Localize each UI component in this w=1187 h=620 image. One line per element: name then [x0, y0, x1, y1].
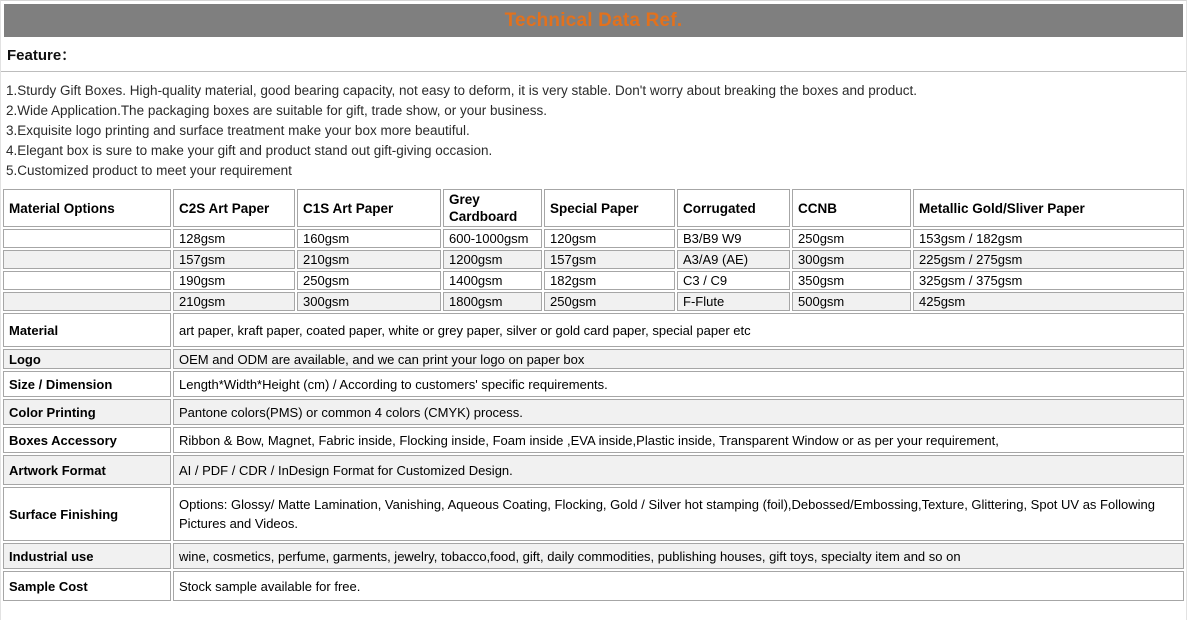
table-cell: 350gsm	[792, 271, 911, 290]
detail-row	[3, 571, 1184, 601]
row-value: Pantone colors(PMS) or common 4 colors (CMYK) process.	[173, 399, 1184, 425]
detail-row	[3, 371, 1184, 397]
column-header: Corrugated	[677, 189, 790, 227]
table-cell	[3, 292, 171, 311]
table-cell: 120gsm	[544, 229, 675, 248]
row-label: Industrial use	[3, 543, 171, 569]
table-cell: F-Flute	[677, 292, 790, 311]
table-cell: 210gsm	[173, 292, 295, 311]
table-cell: 500gsm	[792, 292, 911, 311]
column-header: CCNB	[792, 189, 911, 227]
table-row	[3, 250, 1184, 269]
row-value: Ribbon & Bow, Magnet, Fabric inside, Flocking inside, Foam inside ,EVA inside,Plastic inside, Transparent Window or as per your requirement,	[173, 427, 1184, 453]
feature-list	[1, 72, 1186, 185]
column-header: C2S Art Paper	[173, 189, 295, 227]
table-cell: 190gsm	[173, 271, 295, 290]
row-value: Stock sample available for free.	[173, 571, 1184, 601]
table-cell: 300gsm	[297, 292, 441, 311]
column-header: Grey Cardboard	[443, 189, 542, 227]
table-cell: C3 / C9	[677, 271, 790, 290]
table-cell: 225gsm / 275gsm	[913, 250, 1184, 269]
table-cell: 153gsm / 182gsm	[913, 229, 1184, 248]
row-label: Material	[3, 313, 171, 347]
detail-row	[3, 349, 1184, 369]
detail-row	[3, 455, 1184, 485]
row-value: AI / PDF / CDR / InDesign Format for Customized Design.	[173, 455, 1184, 485]
row-label: Size / Dimension	[3, 371, 171, 397]
table-cell: 250gsm	[792, 229, 911, 248]
row-value: art paper, kraft paper, coated paper, white or grey paper, silver or gold card paper, special paper etc	[173, 313, 1184, 347]
table-cell: 600-1000gsm	[443, 229, 542, 248]
feature-heading: Feature：	[1, 37, 1186, 72]
detail-row	[3, 399, 1184, 425]
table-row	[3, 292, 1184, 311]
table-cell: 160gsm	[297, 229, 441, 248]
banner-title: Technical Data Ref.	[504, 9, 683, 31]
table-cell: 182gsm	[544, 271, 675, 290]
feature-item: 4.Elegant box is sure to make your gift and product stand out gift-giving occasion.	[6, 143, 493, 158]
table-cell: 250gsm	[297, 271, 441, 290]
row-value: wine, cosmetics, perfume, garments, jewelry, tobacco,food, gift, daily commodities, publishing houses, gift toys, specialty item and so on	[173, 543, 1184, 569]
table-cell: 157gsm	[544, 250, 675, 269]
row-value: Options: Glossy/ Matte Lamination, Vanishing, Aqueous Coating, Flocking, Gold / Silver hot stamping (foil),Debossed/Embossing,Texture, Glittering, Spot UV as Following Pictures and Videos.	[173, 487, 1184, 541]
table-cell: A3/A9 (AE)	[677, 250, 790, 269]
table-cell: 1200gsm	[443, 250, 542, 269]
table-cell: 1400gsm	[443, 271, 542, 290]
feature-item: 3.Exquisite logo printing and surface treatment make your box more beautiful.	[6, 123, 470, 138]
table-cell	[3, 250, 171, 269]
table-cell: 300gsm	[792, 250, 911, 269]
row-label: Sample Cost	[3, 571, 171, 601]
section-banner	[4, 4, 1183, 37]
table-cell: 250gsm	[544, 292, 675, 311]
materials-table	[1, 187, 1186, 603]
detail-row	[3, 427, 1184, 453]
feature-item: 1.Sturdy Gift Boxes. High-quality material, good bearing capacity, not easy to deform, it is very stable. Don't worry about breaking the boxes and product.	[6, 83, 918, 98]
feature-item: 2.Wide Application.The packaging boxes are suitable for gift, trade show, or your business.	[6, 103, 548, 118]
row-value: OEM and ODM are available, and we can print your logo on paper box	[173, 349, 1184, 369]
row-label: Artwork Format	[3, 455, 171, 485]
table-cell	[3, 271, 171, 290]
column-header: Metallic Gold/Sliver Paper	[913, 189, 1184, 227]
row-label: Logo	[3, 349, 171, 369]
table-cell: 157gsm	[173, 250, 295, 269]
row-label: Surface Finishing	[3, 487, 171, 541]
column-header: C1S Art Paper	[297, 189, 441, 227]
row-value: Length*Width*Height (cm) / According to customers' specific requirements.	[173, 371, 1184, 397]
column-header: Material Options	[3, 189, 171, 227]
table-cell: 128gsm	[173, 229, 295, 248]
table-cell: 325gsm / 375gsm	[913, 271, 1184, 290]
table-cell	[3, 229, 171, 248]
detail-row	[3, 313, 1184, 347]
header-row	[3, 189, 1184, 227]
row-label: Boxes Accessory	[3, 427, 171, 453]
column-header: Special Paper	[544, 189, 675, 227]
feature-item: 5.Customized product to meet your requirement	[6, 163, 292, 178]
table-cell: 210gsm	[297, 250, 441, 269]
detail-row	[3, 487, 1184, 541]
table-row	[3, 271, 1184, 290]
table-cell: 1800gsm	[443, 292, 542, 311]
detail-row	[3, 543, 1184, 569]
table-row	[3, 229, 1184, 248]
row-label: Color Printing	[3, 399, 171, 425]
table-cell: B3/B9 W9	[677, 229, 790, 248]
table-cell: 425gsm	[913, 292, 1184, 311]
